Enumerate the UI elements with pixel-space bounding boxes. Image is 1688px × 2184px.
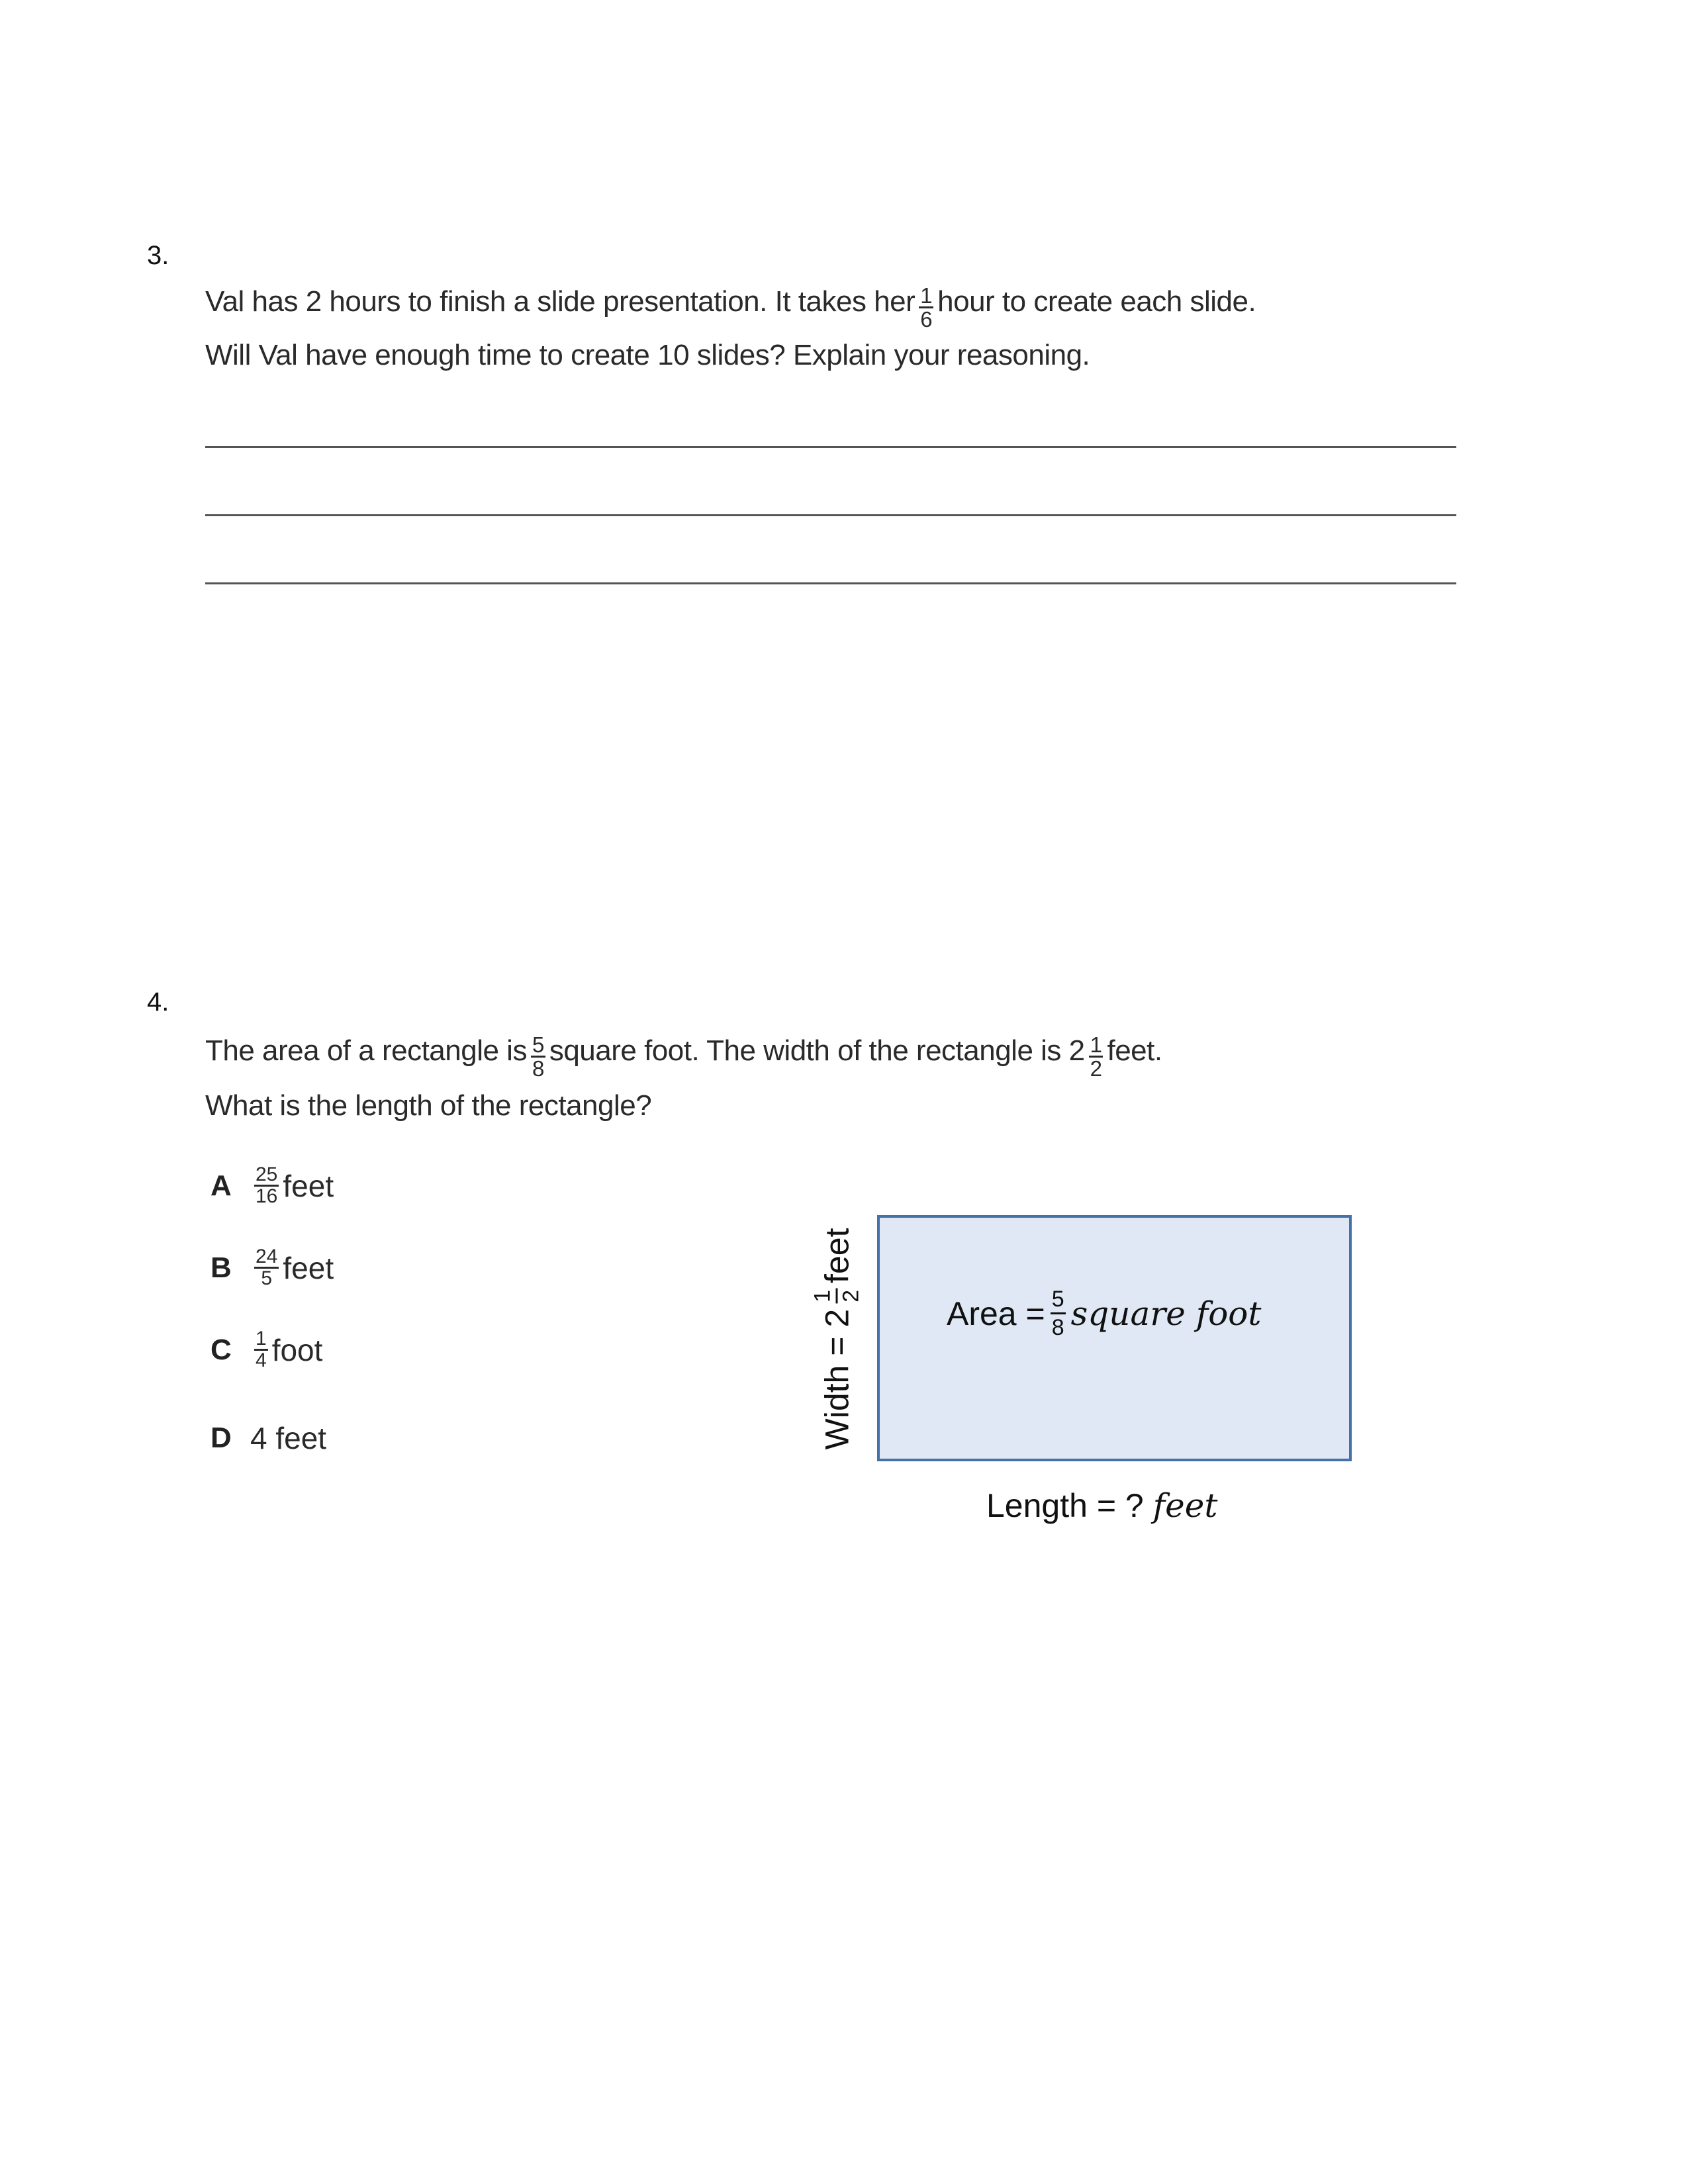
area-fraction-denominator: 8 xyxy=(1051,1315,1064,1340)
question-3-line-1 xyxy=(205,281,1256,332)
q3-fraction-numerator: 1 xyxy=(920,283,933,308)
q4-text-part-3: feet. xyxy=(1107,1034,1162,1068)
question-4-line-1 xyxy=(205,1030,1162,1081)
choice-c-letter: C xyxy=(211,1333,232,1366)
choice-a-numerator: 25 xyxy=(256,1163,278,1185)
length-unit: feet xyxy=(1152,1486,1218,1525)
choice-b-denominator: 5 xyxy=(261,1267,273,1289)
length-label-text: Length = ? xyxy=(986,1487,1144,1524)
width-fraction xyxy=(812,1289,863,1304)
width-unit: feet xyxy=(818,1228,855,1283)
width-label xyxy=(812,1228,863,1450)
answer-line-1[interactable] xyxy=(205,446,1456,448)
choice-a[interactable] xyxy=(211,1165,334,1206)
choice-d-text: 4 feet xyxy=(250,1421,327,1455)
choice-b-unit: feet xyxy=(283,1250,334,1285)
choice-b-letter: B xyxy=(211,1251,232,1284)
choice-c-numerator: 1 xyxy=(256,1328,267,1349)
q3-text-after: hour to create each slide. xyxy=(937,285,1256,318)
area-label-text: Area = xyxy=(947,1295,1045,1332)
q4-width-numerator: 1 xyxy=(1090,1032,1102,1057)
choice-c-fraction xyxy=(254,1329,268,1371)
choice-b-numerator: 24 xyxy=(256,1246,278,1267)
choice-a-denominator: 16 xyxy=(256,1185,278,1207)
choice-b[interactable] xyxy=(211,1247,334,1289)
choice-c-denominator: 4 xyxy=(256,1349,267,1371)
q3-fraction-denominator: 6 xyxy=(920,307,933,332)
answer-line-2[interactable] xyxy=(205,514,1456,516)
q4-text-part-2: square foot. The width of the rectangle is 2 xyxy=(549,1034,1085,1068)
choice-d[interactable] xyxy=(211,1420,326,1456)
width-label-text: Width = 2 xyxy=(818,1308,855,1450)
question-3-number: 3. xyxy=(147,241,169,270)
q4-width-fraction xyxy=(1089,1034,1103,1079)
choice-d-letter: D xyxy=(211,1422,232,1454)
choice-a-letter: A xyxy=(211,1169,232,1202)
question-3-line-2: Will Val have enough time to create 10 slides? Explain your reasoning. xyxy=(205,339,1090,371)
area-unit: square foot xyxy=(1070,1294,1262,1333)
length-label xyxy=(986,1486,1217,1525)
width-fraction-denominator: 2 xyxy=(838,1289,864,1302)
q3-text-before: Val has 2 hours to finish a slide presentation. It takes her xyxy=(205,285,915,318)
area-label xyxy=(947,1288,1262,1339)
choice-c-unit: foot xyxy=(271,1332,323,1367)
area-fraction xyxy=(1051,1288,1066,1339)
q4-area-fraction xyxy=(531,1034,545,1079)
q4-width-denominator: 2 xyxy=(1090,1056,1102,1081)
choice-a-fraction xyxy=(254,1165,279,1206)
choice-c[interactable] xyxy=(211,1329,322,1371)
area-fraction-numerator: 5 xyxy=(1051,1288,1066,1314)
q3-fraction-one-sixth xyxy=(919,285,933,330)
question-4-line-2: What is the length of the rectangle? xyxy=(205,1089,652,1122)
width-fraction-numerator: 1 xyxy=(812,1289,838,1304)
q4-area-denominator: 8 xyxy=(532,1056,544,1081)
question-4-number: 4. xyxy=(147,987,169,1017)
q4-text-part-1: The area of a rectangle is xyxy=(205,1034,527,1068)
answer-line-3[interactable] xyxy=(205,582,1456,584)
q4-area-numerator: 5 xyxy=(532,1032,544,1057)
choice-b-fraction xyxy=(254,1247,279,1289)
choice-a-unit: feet xyxy=(283,1168,334,1203)
